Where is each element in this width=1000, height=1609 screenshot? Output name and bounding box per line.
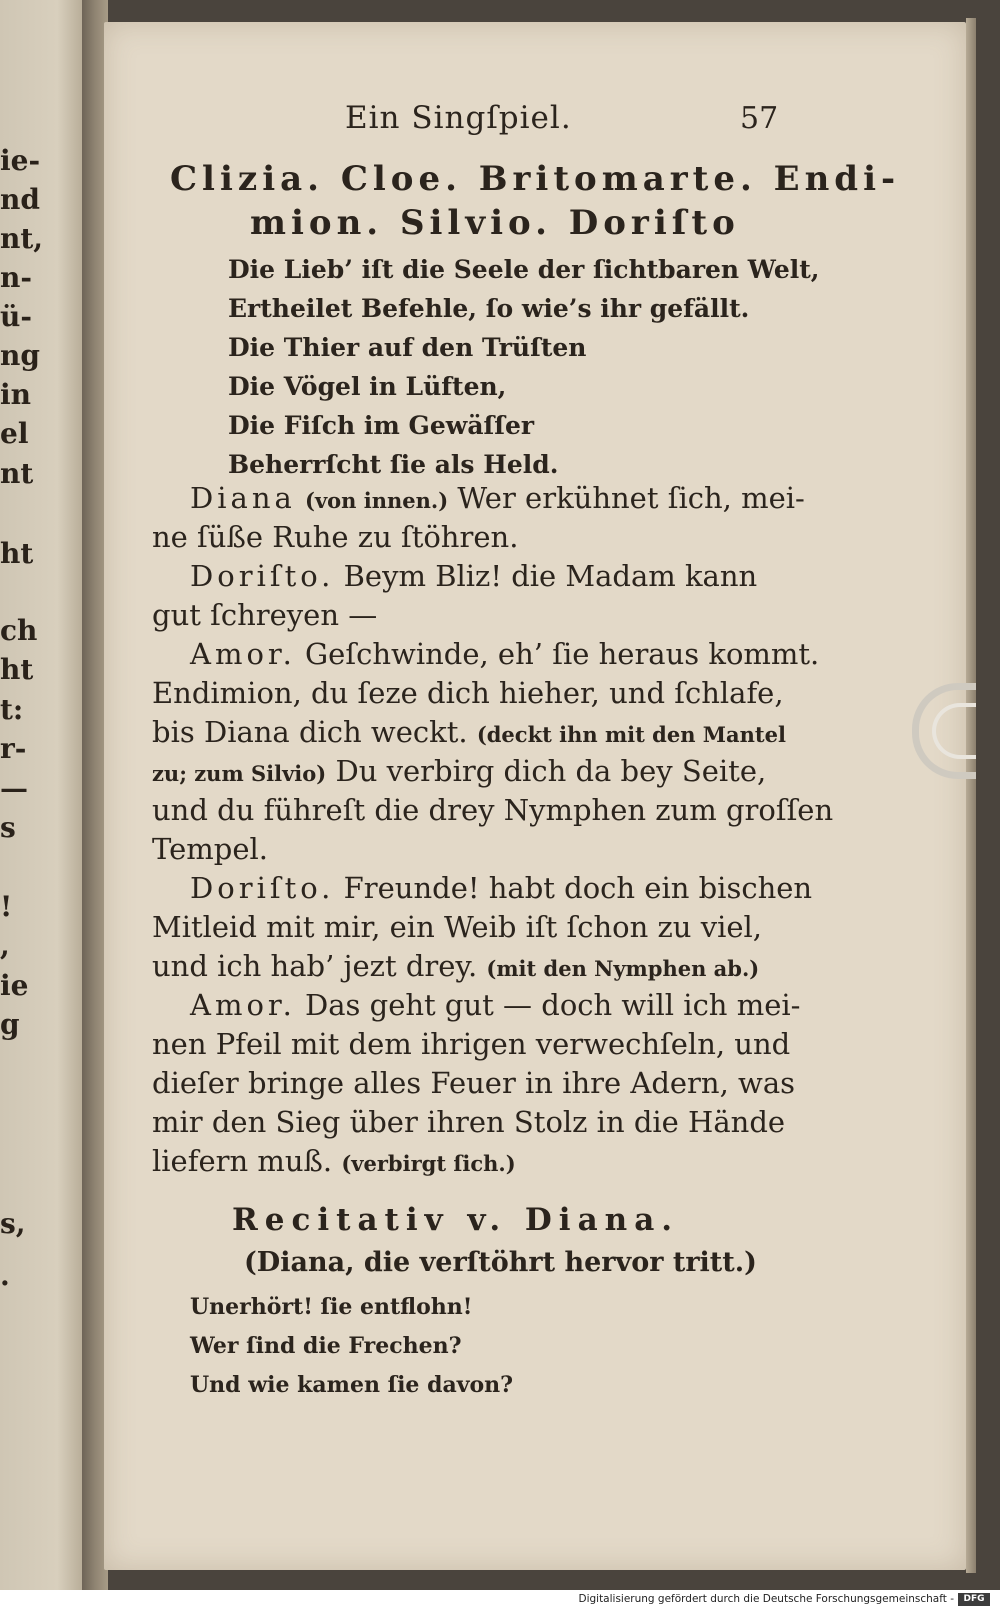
speaker-list-line: Clizia. Cloe. Britomarte. Endi- [170, 159, 901, 199]
prose-line [190, 871, 813, 905]
verse-line: Beherrſcht ſie als Held. [228, 450, 559, 479]
left-fragment: ht [0, 537, 34, 570]
left-fragment: ! [0, 890, 13, 923]
prose-line: und du führeſt die drey Nymphen zum groſſen [152, 793, 834, 827]
dfg-logo: DFG [958, 1593, 990, 1606]
prose-line [152, 1144, 516, 1178]
recitativ-line: Unerhört! ſie entflohn! [190, 1294, 473, 1320]
left-fragment: nt [0, 457, 34, 490]
speaker-name: Doriſto. [190, 871, 335, 905]
left-fragment: nt, [0, 222, 44, 255]
prose-line: Tempel. [152, 832, 268, 866]
prose-text: Wer erkühnet ſich, mei- [457, 481, 805, 515]
verse-line: Die Lieb’ iſt die Seele der ſichtbaren Welt, [228, 255, 820, 284]
left-fragment: nd [0, 183, 40, 216]
left-fragment: . [0, 1259, 10, 1292]
stage-direction: (verbirgt ſich.) [341, 1151, 516, 1176]
prose-line [190, 559, 758, 593]
left-fragment: ü- [0, 300, 32, 333]
speaker-name: Doriſto. [190, 559, 335, 593]
prose-line [190, 481, 805, 515]
left-fragment: ie [0, 969, 29, 1002]
stage-direction: (deckt ihn mit den Mantel [476, 722, 786, 747]
left-fragment: , [0, 929, 10, 962]
prose-line [190, 637, 820, 671]
prose-text: Beym Bliz! die Madam kann [343, 559, 758, 593]
page-edge-strip [966, 18, 976, 1573]
speaker-name: Amor. [190, 988, 296, 1022]
verse-line: Die Fiſch im Gewäſſer [228, 411, 535, 440]
left-fragment: el [0, 417, 29, 450]
prose-line: dieſer bringe alles Feuer in ihre Adern, was [152, 1066, 796, 1100]
prose-text: Freunde! habt doch ein bischen [343, 871, 813, 905]
left-fragment: g [0, 1008, 20, 1041]
footer-bar [0, 1590, 1000, 1609]
left-fragment: ie- [0, 144, 41, 177]
recitativ-line: Wer ſind die Frechen? [190, 1333, 462, 1359]
prose-line: gut ſchreyen — [152, 598, 378, 632]
prose-text: bis Diana dich weckt. [152, 715, 468, 749]
left-fragment: r- [0, 732, 27, 765]
left-page-edge [0, 0, 82, 1590]
prose-line: mir den Sieg über ihren Stolz in die Hände [152, 1105, 786, 1139]
left-fragment: ch [0, 614, 38, 647]
prose-line [152, 715, 786, 749]
recitativ-line: Und wie kamen ſie davon? [190, 1372, 514, 1398]
left-fragment: — [0, 772, 28, 805]
recitativ-stage-direction: (Diana, die verſtöhrt hervor tritt.) [244, 1247, 757, 1278]
recitativ-heading: Recitativ v. Diana. [232, 1202, 680, 1238]
left-fragment: n- [0, 261, 32, 294]
left-fragment: ng [0, 339, 40, 372]
left-fragment: s, [0, 1207, 26, 1240]
speaker-list-line: mion. Silvio. Doriſto [250, 203, 740, 243]
left-fragment: s [0, 811, 16, 844]
prose-line [152, 754, 767, 788]
prose-text: Du verbirg dich da bey Seite, [335, 754, 767, 788]
page-number: 57 [740, 101, 779, 136]
speaker-name: Diana [190, 481, 296, 515]
verse-line: Die Vögel in Lüften, [228, 372, 507, 401]
prose-line: ne ſüße Ruhe zu ſtöhren. [152, 520, 519, 554]
prose-text: Das geht gut — doch will ich mei- [305, 988, 801, 1022]
prose-text: und ich hab’ jezt drey. [152, 949, 478, 983]
prose-line: Endimion, du ſeze dich hieher, und ſchlafe, [152, 676, 784, 710]
running-head: Ein Singſpiel. [345, 100, 572, 136]
verse-line: Die Thier auf den Trüſten [228, 333, 587, 362]
left-fragment: in [0, 378, 31, 411]
prose-text: Geſchwinde, eh’ ſie heraus kommt. [305, 637, 820, 671]
prose-line: nen Pfeil mit dem ihrigen verwechſeln, und [152, 1027, 791, 1061]
prose-line: Mitleid mit mir, ein Weib iſt ſchon zu viel, [152, 910, 763, 944]
left-fragment: t: [0, 693, 24, 726]
stage-direction: zu; zum Silvio) [152, 761, 327, 786]
prose-text: liefern muß. [152, 1144, 333, 1178]
prose-line [152, 949, 760, 983]
verse-line: Ertheilet Befehle, ſo wie’s ihr gefällt. [228, 294, 750, 323]
footer-credit: Digitalisierung gefördert durch die Deutsche Forschungsgemeinschaft - [578, 1593, 954, 1605]
prose-line [190, 988, 801, 1022]
speaker-name: Amor. [190, 637, 296, 671]
stage-direction: (mit den Nymphen ab.) [486, 956, 760, 981]
stage-direction: (von innen.) [305, 488, 449, 513]
left-fragment: ht [0, 653, 34, 686]
